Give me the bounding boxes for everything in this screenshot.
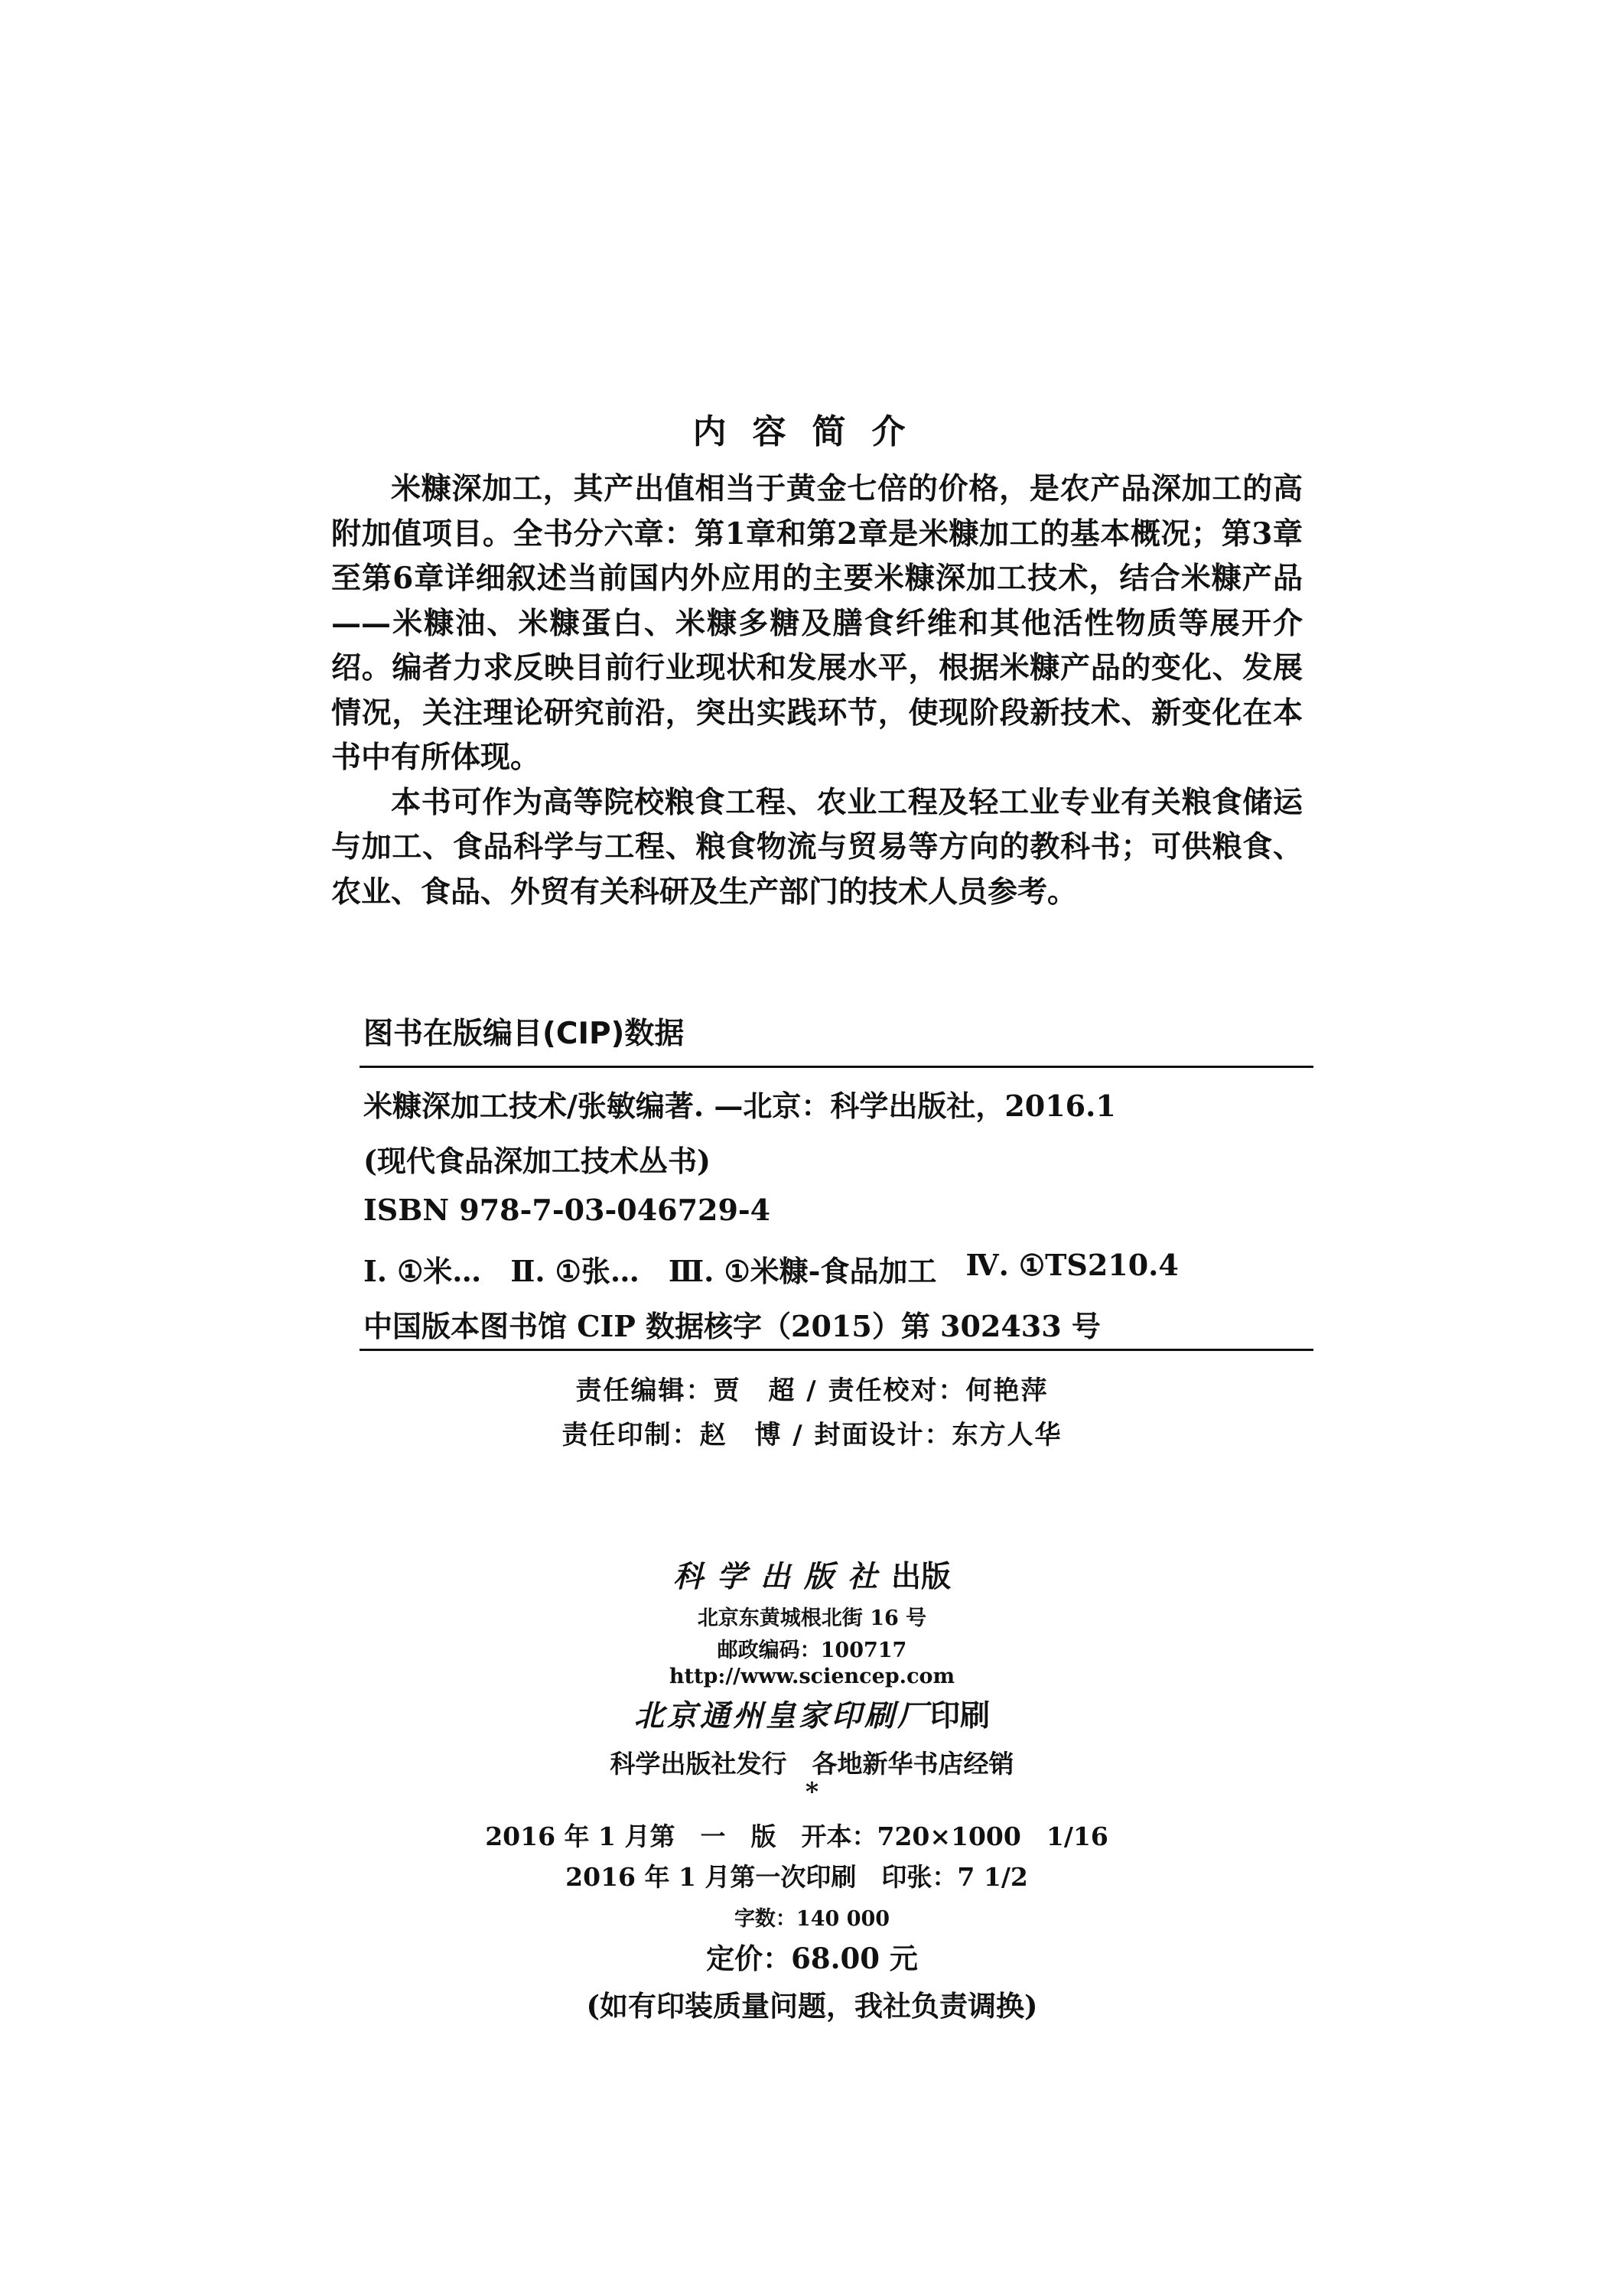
intro-title: 内容简介 [692,412,932,451]
printing-line: 2016 年 1 月第一次印刷 印张：7 1/2 [565,1862,1028,1892]
publisher-suffix: 出版 [891,1559,952,1594]
cip-bottom-rule [360,1349,1313,1351]
cip-class-3: Ⅲ. ①米糠-食品加工 [668,1254,937,1288]
credits-line-2: 责任印制：赵 博 / 封面设计：东方人华 [561,1420,1063,1450]
cip-top-rule [360,1066,1313,1068]
publisher-postcode: 邮政编码：100717 [717,1639,907,1662]
cip-isbn-line: ISBN 978-7-03-046729-4 [363,1193,771,1227]
separator-star: * [805,1776,819,1806]
publisher-address: 北京东黄城根北街 16 号 [697,1606,927,1630]
cip-record-line: 中国版本图书馆 CIP 数据核字（2015）第 302433 号 [363,1309,1101,1343]
publisher-line [0,1553,1624,1596]
printer-suffix: 印刷 [930,1698,991,1733]
edition-line: 2016 年 1 月第 一 版 开本：720×1000 1/16 [485,1821,1108,1851]
cip-title-line: 米糠深加工技术/张敏编著. —北京：科学出版社，2016.1 [363,1089,1116,1123]
publisher-logo-text: 科学出版社 [672,1559,891,1594]
cip-class-4: Ⅳ. ①TS210.4 [965,1248,1179,1282]
cip-class-1: Ⅰ. ①米… [363,1254,482,1288]
cip-classification [363,1248,1179,1290]
notice-line: (如有印装质量问题，我社负责调换) [586,1989,1038,2023]
intro-body [331,467,1303,914]
publisher-url: http://www.sciencep.com [669,1665,955,1688]
cip-class-2: Ⅱ. ①张… [510,1254,640,1288]
distribution-line: 科学出版社发行 各地新华书店经销 [610,1749,1014,1779]
printer-line [0,1692,1624,1735]
word-count-line: 字数：140 000 [734,1907,890,1931]
printer-logo-text: 北京通州皇家印刷厂 [633,1698,930,1733]
credits-line-1: 责任编辑：贾 超 / 责任校对：何艳萍 [575,1375,1049,1406]
cip-heading: 图书在版编目(CIP)数据 [363,1017,685,1051]
cip-series-line: (现代食品深加工技术丛书) [363,1144,711,1178]
intro-paragraph-2: 本书可作为高等院校粮食工程、农业工程及轻工业专业有关粮食储运与加工、食品科学与工程、粮食物流与贸易等方向的教科书；可供粮食、农业、食品、外贸有关科研及生产部门的技术人员参考。 [331,784,1303,910]
price-line: 定价：68.00 元 [706,1942,918,1975]
intro-paragraph-1: 米糠深加工，其产出值相当于黄金七倍的价格，是农产品深加工的高附加值项目。全书分六章：第1章和第2章是米糠加工的基本概况；第3章至第6章详细叙述当前国内外应用的主要米糠深加工技术，结合米糠产品——米糠油、米糠蛋白、米糠多糖及膳食纤维和其他活性物质等展开介绍。编者力求反映目前行业现状和发展水平，根据米糠产品的变化、发展情况，关注理论研究前沿，突出实践环节，使现阶段新技术、新变化在本书中有所体现。 [331,471,1303,775]
